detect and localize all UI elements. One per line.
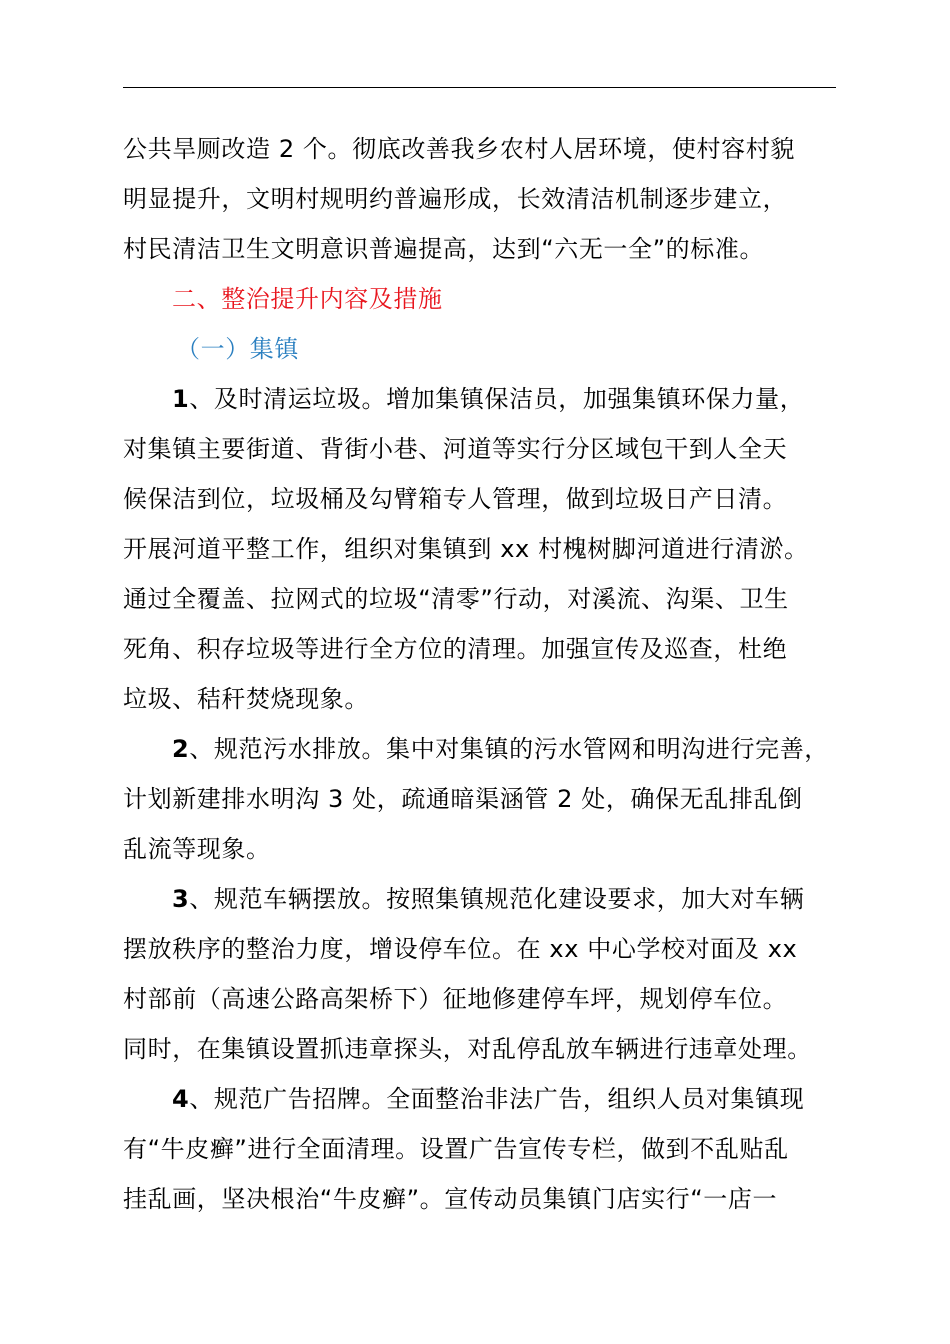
paragraph-line: 计划新建排水明沟 3 处，疏通暗渠涵管 2 处，确保无乱排乱倒 (123, 785, 803, 813)
item-number: 3 (172, 885, 190, 913)
paragraph-line: 对集镇主要街道、背街小巷、河道等实行分区域包干到人全天 (123, 435, 788, 463)
subsection-heading: （一）集镇 (176, 335, 299, 363)
item-number: 1 (172, 385, 190, 413)
paragraph-line: 有“牛皮癣”进行全面清理。设置广告宣传专栏，做到不乱贴乱 (123, 1135, 789, 1163)
paragraph-line: 候保洁到位，垃圾桶及勾臂箱专人管理，做到垃圾日产日清。 (123, 485, 788, 513)
paragraph-line (172, 1083, 804, 1115)
item-text: 、规范车辆摆放。按照集镇规范化建设要求，加大对车辆 (189, 885, 805, 913)
paragraph-line (172, 883, 804, 915)
paragraph-line (172, 383, 804, 415)
item-text: 、规范污水排放。集中对集镇的污水管网和明沟进行完善， (189, 735, 829, 763)
paragraph-line: 垃圾、秸秆焚烧现象。 (123, 685, 369, 713)
paragraph-line: 村民清洁卫生文明意识普遍提高，达到“六无一全”的标准。 (123, 235, 765, 263)
paragraph-line: 摆放秩序的整治力度，增设停车位。在 xx 中心学校对面及 xx (123, 935, 798, 963)
header-rule (123, 87, 836, 88)
paragraph-line: 开展河道平整工作，组织对集镇到 xx 村槐树脚河道进行清淤。 (123, 535, 809, 563)
section-heading: 二、整治提升内容及措施 (172, 285, 443, 313)
item-number: 4 (172, 1085, 190, 1113)
paragraph-line: 死角、积存垃圾等进行全方位的清理。加强宣传及巡查，杜绝 (123, 635, 788, 663)
paragraph-line: 挂乱画，坚决根治“牛皮癣”。宣传动员集镇门店实行“一店一 (123, 1185, 778, 1213)
paragraph-line: 通过全覆盖、拉网式的垃圾“清零”行动，对溪流、沟渠、卫生 (123, 585, 789, 613)
paragraph-line (172, 733, 829, 765)
paragraph-line: 明显提升，文明村规明约普遍形成，长效清洁机制逐步建立， (123, 185, 788, 213)
paragraph-line: 公共旱厕改造 2 个。彻底改善我乡农村人居环境，使村容村貌 (123, 135, 795, 163)
item-text: 、及时清运垃圾。增加集镇保洁员，加强集镇环保力量， (189, 385, 805, 413)
item-number: 2 (172, 735, 190, 763)
paragraph-line: 同时，在集镇设置抓违章探头，对乱停乱放车辆进行违章处理。 (123, 1035, 812, 1063)
item-text: 、规范广告招牌。全面整治非法广告，组织人员对集镇现 (189, 1085, 805, 1113)
paragraph-line: 村部前（高速公路高架桥下）征地修建停车坪，规划停车位。 (123, 985, 788, 1013)
paragraph-line: 乱流等现象。 (123, 835, 271, 863)
